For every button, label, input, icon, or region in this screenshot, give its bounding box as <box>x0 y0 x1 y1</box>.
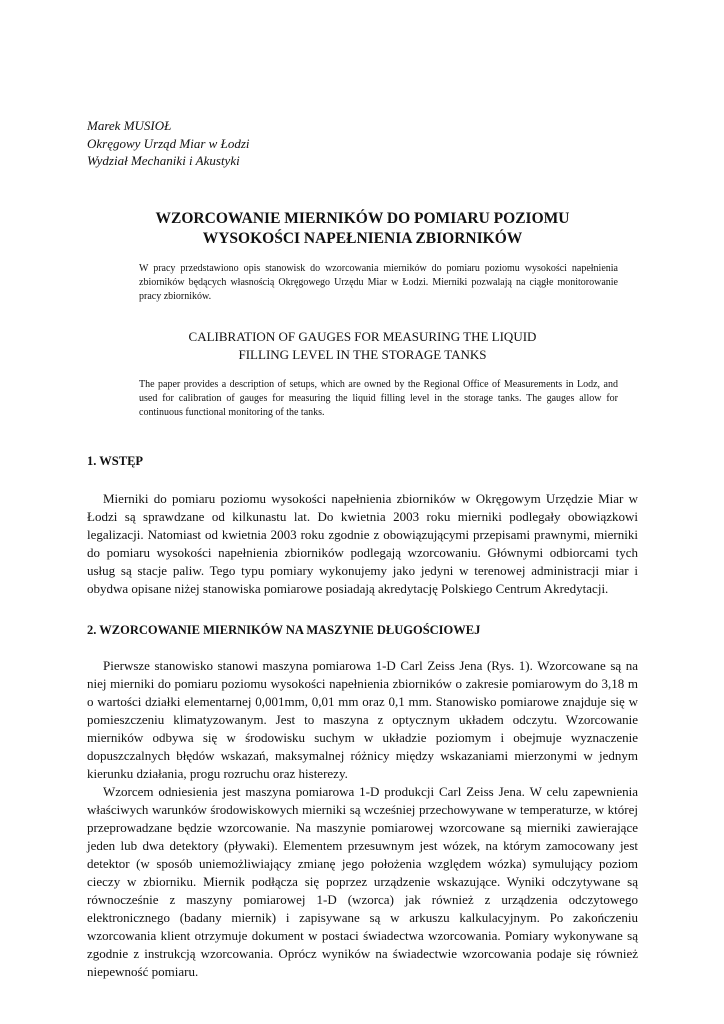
author-department: Wydział Mechaniki i Akustyki <box>87 153 240 168</box>
paper-page <box>87 117 638 981</box>
section-calibration-body <box>87 657 638 981</box>
paragraph: Mierniki do pomiaru poziomu wysokości napełnienia zbiorników w Okręgowym Urzędzie Miar w Łodzi są sprawdzane od kilkunastu lat. Do kwietnia 2003 roku mierniki podlegały obowiązkowi legalizacji. Natomiast od kwietnia 2003 roku zgodnie z obowiązującymi przepisami prawnymi, mierniki do pomiaru wysokości napełnienia zbiorników podlegają wzorcowaniu. Głównymi odbiorcami tych usług są stacje paliw. Tego typu pomiary wykonujemy jako jedyni w terenowej administracji miar i obydwa opisane niżej stanowiska pomiarowe posiadają akredytację Polskiego Centrum Akredytacji. <box>87 490 638 596</box>
abstract-english: The paper provides a description of setups, which are owned by the Regional Office of Measurements in Lodz, and used for calibration of gauges for measuring the liquid filling level in the storage tanks. The gauges allow for continuous functional monitoring of the tanks. <box>139 378 618 418</box>
section-heading-introduction: 1. WSTĘP <box>87 453 144 468</box>
paragraph: Pierwsze stanowisko stanowi maszyna pomiarowa 1-D Carl Zeiss Jena (Rys. 1). Wzorcowane są na niej mierniki do pomiaru poziomu wysokości napełnienia zbiorników o zakresie pomiarowym do 3,18 m o wartości działki elementarnej 0,001mm, 0,01 mm oraz 0,1 mm. Stanowisko pomiarowe znajduje się w pomieszczeniu klimatyzowanym. Jest to maszyna z optycznym układem odczytu. Wzorcowanie mierników odbywa się w środowisku suchym w układzie poziomym i obejmuje wyznaczenie dopuszczalnych błędów wskazań, maksymalnej różnicy między wskazaniami mierzonymi w jednym kierunku działania, progu rozruchu oraz histerezy. <box>87 657 638 781</box>
author-block <box>87 117 638 170</box>
title-english <box>87 328 638 364</box>
section-introduction-body <box>87 490 638 598</box>
title-polish-line-2: WYSOKOŚCI NAPEŁNIENIA ZBIORNIKÓW <box>202 229 523 247</box>
title-english-line-1: CALIBRATION OF GAUGES FOR MEASURING THE LIQUID <box>188 328 537 344</box>
title-english-line-2: FILLING LEVEL IN THE STORAGE TANKS <box>238 346 487 362</box>
paragraph: Wzorcem odniesienia jest maszyna pomiarowa 1-D produkcji Carl Zeiss Jena. W celu zapewnienia właściwych warunków środowiskowych mierniki są wcześniej przechowywane w temperaturze, w której przeprowadzane będzie wzorcowanie. Na maszynie pomiarowej wzorcowane są mierniki zawierające jeden lub dwa detektory (pływaki). Elementem przesuwnym jest wózek, na którym zamocowany jest detektor (w sposób uniemożliwiający zmianę jego położenia względem wózka) symulujący poziom cieczy w zbiorniku. Miernik podłącza się poprzez urządzenie wskazujące. Wyniki odczytywane są równocześnie z maszyny pomiarowej 1-D (wzorca) jak również z urządzenia odczytowego elektronicznego (badany miernik) i zapisywane są w arkuszu kalkulacyjnym. Po zakończeniu wzorcowania klient otrzymuje dokument w postaci świadectwa wzorcowania. Pomiary wykonywane są zgodnie z instrukcją wzorcowania. Oprócz wyników na świadectwie wzorcowania podaje się również niepewność pomiaru. <box>87 783 638 979</box>
author-office: Okręgowy Urząd Miar w Łodzi <box>87 135 250 151</box>
title-polish-line-1: WZORCOWANIE MIERNIKÓW DO POMIARU POZIOMU <box>155 209 570 227</box>
author-name: Marek MUSIOŁ <box>87 118 172 133</box>
section-heading-calibration: 2. WZORCOWANIE MIERNIKÓW NA MASZYNIE DŁUGOŚCIOWEJ <box>87 622 481 637</box>
abstract-polish: W pracy przedstawiono opis stanowisk do wzorcowania mierników do pomiaru poziomu wysokości napełnienia zbiorników będących własnością Okręgowego Urzędu Miar w Łodzi. Mierniki pozwalają na ciągłe monitorowanie pracy zbiorników. <box>139 262 618 302</box>
title-polish <box>87 209 638 249</box>
